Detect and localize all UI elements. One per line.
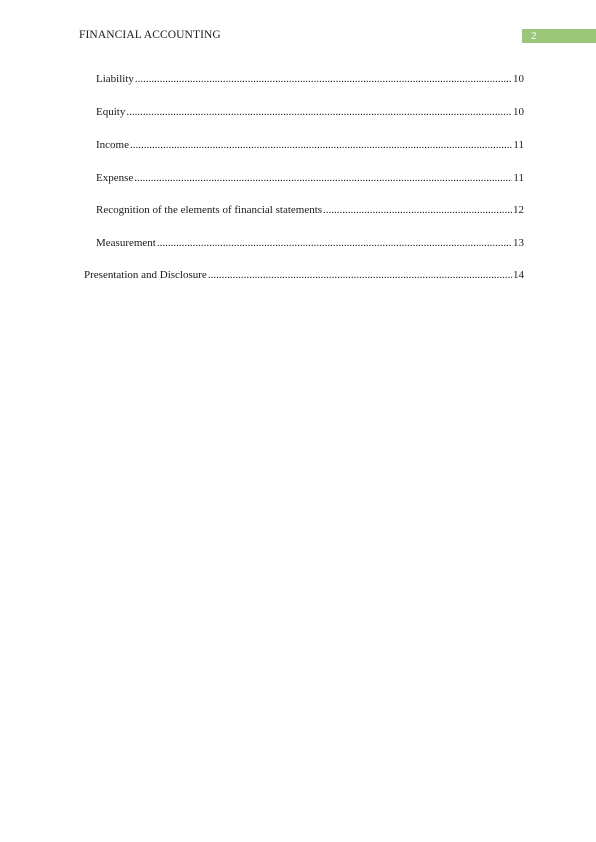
- toc-entry-measurement[interactable]: [96, 236, 524, 250]
- toc-dot-leader: [134, 171, 512, 185]
- toc-dot-leader: [157, 236, 512, 250]
- toc-entry-expense[interactable]: [96, 171, 524, 185]
- toc-entry-page: 10: [513, 73, 524, 85]
- toc-entry-label: Expense: [96, 172, 134, 184]
- toc-entry-page: 12: [513, 204, 524, 216]
- page-number-badge: 2: [522, 29, 596, 43]
- toc-dot-leader: [208, 268, 512, 282]
- toc-entry-income[interactable]: [96, 138, 524, 152]
- toc-entry-label: Liability: [96, 73, 134, 85]
- toc-entry-label: Presentation and Disclosure: [84, 269, 207, 281]
- toc-entry-page: 14: [513, 269, 524, 281]
- toc-dot-leader: [126, 105, 512, 119]
- toc-dot-leader: [135, 72, 512, 86]
- toc-entry-page: 13: [513, 237, 524, 249]
- toc-entry-recognition[interactable]: [96, 203, 524, 217]
- toc-dot-leader: [130, 138, 512, 152]
- toc-entry-label: Income: [96, 139, 129, 151]
- toc-entry-page: 11: [513, 139, 524, 151]
- toc-entry-page: 10: [513, 106, 524, 118]
- toc-entry-liability[interactable]: [96, 72, 524, 86]
- toc-entry-equity[interactable]: [96, 105, 524, 119]
- toc-entry-label: Recognition of the elements of financial statements: [96, 204, 323, 216]
- toc-entry-page: 11: [513, 172, 524, 184]
- toc-entry-label: Equity: [96, 106, 126, 118]
- running-header-title: FINANCIAL ACCOUNTING: [79, 29, 221, 41]
- toc-entry-label: Measurement: [96, 237, 156, 249]
- toc-dot-leader: [323, 203, 512, 217]
- toc-entry-presentation-and-disclosure[interactable]: [84, 268, 524, 282]
